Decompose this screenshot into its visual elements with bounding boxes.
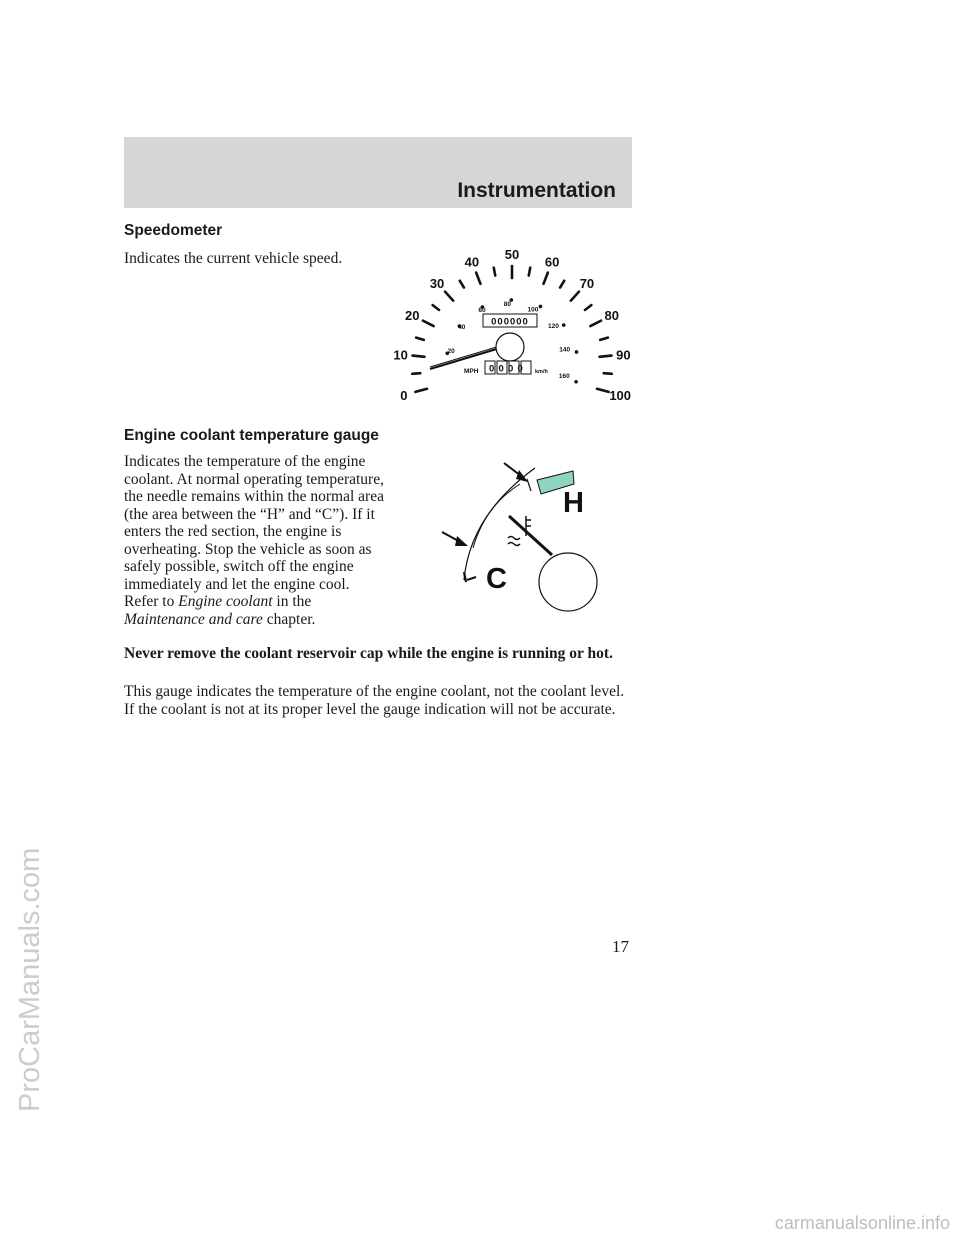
page-number: 17 xyxy=(612,937,629,956)
mph-tick xyxy=(413,356,425,357)
hot-start-tick xyxy=(527,479,531,491)
trip-readout: 0000 xyxy=(489,363,527,375)
section-title: Instrumentation xyxy=(457,179,616,202)
cold-label: C xyxy=(486,563,507,595)
mph-tick xyxy=(604,373,612,374)
mph-tick xyxy=(544,273,548,284)
mph-label: 50 xyxy=(504,247,520,262)
mph-tick xyxy=(560,281,564,288)
kmh-label: 120 xyxy=(548,322,559,330)
kmh-label: 100 xyxy=(527,306,539,314)
cold-arrowhead-icon xyxy=(455,536,468,546)
mph-label: 30 xyxy=(429,275,445,291)
coolant-heading: Engine coolant temperature gauge xyxy=(124,427,379,444)
speedometer-description: Indicates the current vehicle speed. xyxy=(124,250,343,267)
speedometer-heading: Speedometer xyxy=(124,222,223,239)
mph-label: 10 xyxy=(393,347,408,363)
mph-label: 40 xyxy=(464,254,480,270)
mph-tick xyxy=(433,305,439,310)
kmh-dot xyxy=(575,350,579,354)
mph-tick xyxy=(412,373,420,374)
speedometer-illustration xyxy=(393,244,632,403)
mph-tick xyxy=(585,305,591,310)
coolant-description: Indicates the temperature of the engine coolant. At normal operating temperature, the needle remains within the normal area (the area between the “H” and “C”). If it enters the red section, the engine is overheating. Stop the vehicle as soon as safely possible, switch off the engine immediately and let the engine cool. Refer to Engine coolant in the Maintenance and care chapter. xyxy=(124,453,384,628)
mph-tick xyxy=(597,389,609,392)
gauge-arc-inner xyxy=(473,484,520,548)
coolant-temperature-icon xyxy=(508,516,531,546)
odometer-readout: 000000 xyxy=(491,316,529,328)
kmh-label: 20 xyxy=(447,347,455,355)
mph-tick xyxy=(445,292,453,301)
section-header xyxy=(124,137,632,208)
sidebar-watermark: ProCarManuals.com xyxy=(14,847,46,1112)
coolant-gauge-illustration xyxy=(440,460,610,620)
kmh-dot xyxy=(539,305,543,309)
coolant-needle-hub xyxy=(539,553,597,611)
mph-tick xyxy=(529,268,530,276)
kmh-label: 60 xyxy=(478,307,486,315)
mph-tick xyxy=(571,292,579,301)
mph-tick xyxy=(476,273,480,284)
kmh-dot xyxy=(562,323,566,327)
mph-tick xyxy=(600,338,608,340)
coolant-needle xyxy=(509,516,552,555)
coolant-warning: Never remove the coolant reservoir cap while the engine is running or hot. xyxy=(124,645,613,662)
cold-dash xyxy=(467,577,476,580)
mph-tick xyxy=(494,268,495,276)
cold-end-tick xyxy=(464,572,466,582)
mph-unit-label: MPH xyxy=(464,368,479,375)
kmh-dot xyxy=(574,380,578,384)
mph-tick xyxy=(423,321,434,326)
mph-label: 100 xyxy=(609,387,632,403)
kmh-label: 80 xyxy=(503,301,512,309)
mph-label: 80 xyxy=(604,308,620,324)
mph-label: 60 xyxy=(544,254,560,270)
kmh-label: 140 xyxy=(559,346,571,354)
mph-tick xyxy=(460,281,464,288)
kmh-unit-label: km/h xyxy=(535,369,548,375)
needle-hub xyxy=(496,333,524,361)
mph-tick xyxy=(415,389,427,392)
kmh-label: 40 xyxy=(458,323,466,331)
coolant-note: This gauge indicates the temperature of the engine coolant, not the coolant level. If the coolant is not at its proper level the gauge indication will not be accurate. xyxy=(124,683,625,718)
kmh-label: 160 xyxy=(558,372,570,380)
mph-tick xyxy=(590,321,601,326)
ref-maintenance-chapter: Maintenance and care xyxy=(124,610,263,628)
hot-label: H xyxy=(563,487,584,519)
mph-label: 0 xyxy=(400,387,408,403)
mph-tick xyxy=(416,338,424,340)
hot-arrowhead-icon xyxy=(516,470,528,482)
mph-label: 20 xyxy=(404,308,420,324)
mph-label: 90 xyxy=(616,347,631,363)
mph-label: 70 xyxy=(579,275,595,291)
ref-engine-coolant: Engine coolant xyxy=(178,593,273,610)
footer-watermark: carmanualsonline.info xyxy=(774,1213,950,1233)
mph-tick xyxy=(600,356,612,357)
